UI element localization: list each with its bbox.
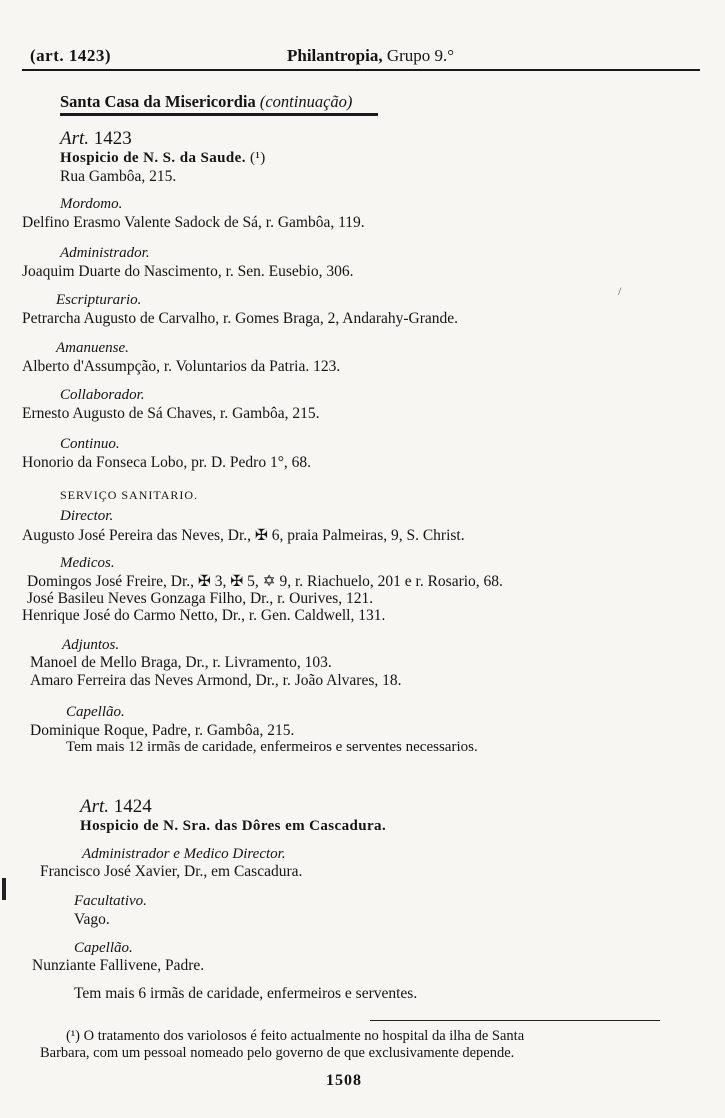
role-escripturario: Escripturario. — [56, 292, 142, 308]
section-title — [60, 92, 352, 112]
person-amanuense: Alberto d'Assumpção, r. Voluntarios da Patria. 123. — [22, 358, 341, 375]
art-1423-heading — [60, 128, 132, 150]
role-collaborador: Collaborador. — [60, 387, 145, 403]
person-administrador: Joaquim Duarte do Nascimento, r. Sen. Eusebio, 306. — [22, 263, 354, 280]
scan-artifact — [2, 878, 6, 900]
header-article-ref: (art. 1423) — [30, 46, 112, 65]
role-director: Director. — [60, 508, 114, 524]
section-title-continuation: (continuação) — [259, 92, 353, 111]
role-medicos: Medicos. — [60, 555, 115, 571]
art-number: 1423 — [93, 128, 132, 149]
print-mark: / — [618, 284, 622, 298]
role-capellao: Capellão. — [74, 940, 133, 956]
institution-address: Rua Gambôa, 215. — [60, 168, 177, 185]
person-facultativo: Vago. — [74, 911, 110, 928]
person-adjunto: Manoel de Mello Braga, Dr., r. Livramento, 103. — [30, 654, 332, 671]
role-administrador: Administrador. — [60, 245, 150, 261]
person-capellao: Nunziante Fallivene, Padre. — [32, 957, 205, 974]
staff-note: Tem mais 6 irmãs de caridade, enfermeiros e serventes. — [74, 985, 418, 1002]
footnote-rule — [370, 1020, 660, 1021]
institution-name — [60, 150, 266, 167]
role-facultativo: Facultativo. — [74, 893, 147, 909]
header-title — [287, 46, 454, 66]
section-rule — [60, 113, 378, 116]
section-title-main: Santa Casa da Misericordia — [60, 92, 256, 111]
person-medico: José Basileu Neves Gonzaga Filho, Dr., r. Ourives, 121. — [27, 590, 374, 607]
person-director: Augusto José Pereira das Neves, Dr., ✠ 6, praia Palmeiras, 9, S. Christ. — [22, 527, 465, 544]
art-number: 1424 — [113, 796, 152, 817]
footnote-line-2: Barbara, com um pessoal nomeado pelo governo de que exclusivamente depende. — [40, 1045, 515, 1061]
person-collaborador: Ernesto Augusto de Sá Chaves, r. Gambôa, 215. — [22, 405, 320, 422]
role-capellao: Capellão. — [66, 704, 125, 720]
art-label: Art. — [60, 128, 90, 149]
person-administrador-medico: Francisco José Xavier, Dr., em Cascadura. — [40, 863, 303, 880]
person-escripturario: Petrarcha Augusto de Carvalho, r. Gomes Braga, 2, Andarahy-Grande. — [22, 310, 459, 327]
art-label: Art. — [80, 796, 110, 817]
role-adjuntos: Adjuntos. — [62, 637, 120, 653]
staff-note: Tem mais 12 irmãs de caridade, enfermeiros e serventes necessarios. — [66, 739, 478, 755]
person-medico: Henrique José do Carmo Netto, Dr., r. Gen. Caldwell, 131. — [22, 607, 386, 624]
header-rule — [22, 69, 700, 71]
institution-name-text: Hospicio de N. S. da Saude. — [60, 150, 246, 166]
footnote-line-1: (¹) O tratamento dos variolosos é feito actualmente no hospital da ilha de Santa — [66, 1028, 525, 1044]
role-administrador-medico: Administrador e Medico Director. — [82, 846, 286, 862]
art-1424-heading — [80, 796, 152, 818]
role-amanuense: Amanuense. — [56, 340, 129, 356]
person-capellao: Dominique Roque, Padre, r. Gambôa, 215. — [30, 722, 295, 739]
header-group: Grupo 9.° — [386, 46, 455, 65]
person-adjunto: Amaro Ferreira das Neves Armond, Dr., r. João Alvares, 18. — [30, 672, 402, 689]
servico-sanitario-heading: SERVIÇO SANITARIO. — [60, 488, 199, 502]
page-number: 1508 — [326, 1072, 362, 1089]
person-continuo: Honorio da Fonseca Lobo, pr. D. Pedro 1°, 68. — [22, 454, 312, 471]
footnote-ref: (¹) — [250, 150, 266, 166]
institution-name: Hospicio de N. Sra. das Dôres em Cascadura. — [80, 818, 387, 834]
role-continuo: Continuo. — [60, 436, 120, 452]
person-mordomo: Delfino Erasmo Valente Sadock de Sá, r. Gambôa, 119. — [22, 214, 365, 231]
person-medico: Domingos José Freire, Dr., ✠ 3, ✠ 5, ✡ 9, r. Riachuelo, 201 e r. Rosario, 68. — [27, 573, 503, 590]
header-title-bold: Philantropia, — [287, 46, 383, 65]
role-mordomo: Mordomo. — [60, 196, 123, 212]
